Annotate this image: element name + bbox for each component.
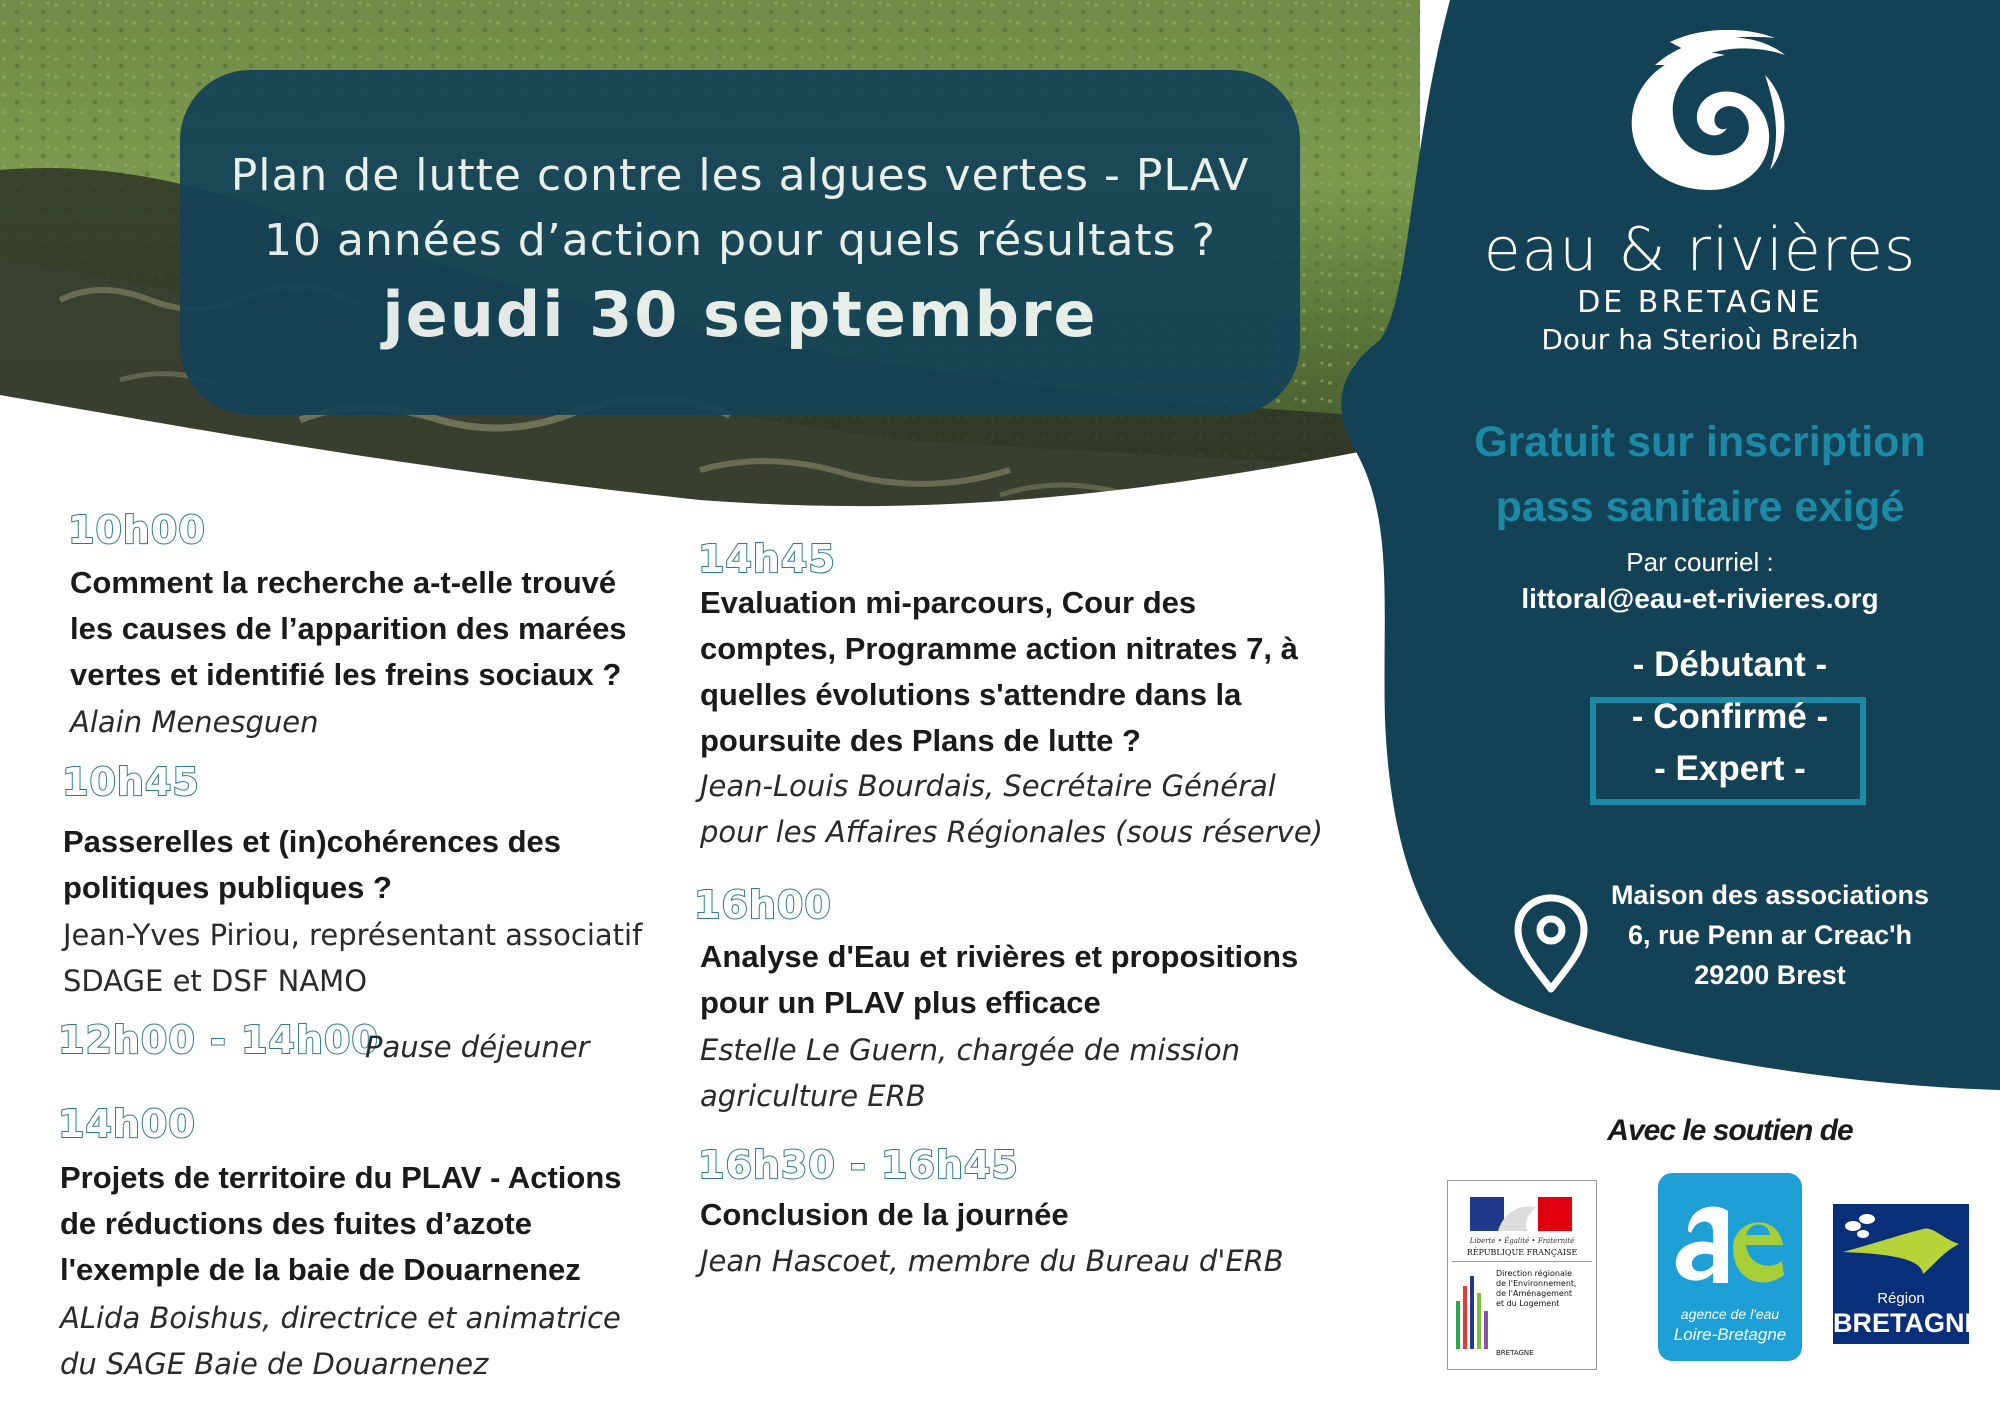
- venue-name: Maison des associations: [1610, 880, 1930, 910]
- brand-subname: DE BRETAGNE: [1577, 285, 1823, 320]
- session-2-time: 10h45: [62, 760, 200, 804]
- session-4-speaker: Jean-Louis Bourdais, Secrétaire Général pour les Affaires Régionales (sous réserve): [700, 769, 1323, 849]
- contact-label: Par courriel :: [1626, 547, 1774, 577]
- event-subtitle: 10 années d’action pour quels résultats ?: [264, 215, 1216, 266]
- venue-city: 29200 Brest: [1694, 960, 1846, 990]
- dreal-line-2: de l'Environnement,: [1496, 1279, 1577, 1288]
- lunch-time: 12h00 - 14h00: [58, 1018, 379, 1062]
- title-box: [180, 70, 1300, 415]
- session-2-speaker: Jean-Yves Piriou, représentant associatif SDAGE et DSF NAMO: [63, 918, 643, 998]
- level-beginner: - Débutant -: [1632, 645, 1828, 684]
- sponsors-heading: Avec le soutien de: [1607, 1114, 1853, 1147]
- venue-street: 6, rue Penn ar Creac'h: [1627, 920, 1913, 950]
- session-1-speaker: Alain Menesguen: [70, 705, 319, 739]
- session-5-title: Analyse d'Eau et rivières et propositions pour un PLAV plus efficace: [700, 939, 1299, 1020]
- session-4-title: Evaluation mi-parcours, Cour des comptes, Programme action nitrates 7, à quelles évolutions s'attendre dans la poursuite des Plans de lutte ?: [700, 585, 1298, 758]
- agence-line-2: Loire-Bretagne: [1673, 1325, 1787, 1344]
- region-line-2: BRETAGNE: [1833, 1308, 1983, 1338]
- dreal-line-4: et du Logement: [1496, 1299, 1560, 1308]
- prefecture-logo: [1447, 1180, 1597, 1370]
- contact-email[interactable]: littoral@eau-et-rivieres.org: [1521, 583, 1879, 614]
- session-6-speaker: Jean Hascoet, membre du Bureau d'ERB: [700, 1244, 1284, 1278]
- session-1-title: Comment la recherche a-t-elle trouvé les causes de l’apparition des marées vertes et identifié les freins sociaux ?: [70, 565, 627, 692]
- dreal-line-1: Direction régionale: [1496, 1269, 1573, 1278]
- session-4-time: 14h45: [698, 537, 836, 581]
- region-bretagne-logo: [1833, 1204, 1983, 1344]
- registration-free: Gratuit sur inscription: [1474, 418, 1926, 466]
- session-2-title: Passerelles et (in)cohérences des politiques publiques ?: [63, 824, 561, 905]
- level-expert: - Expert -: [1654, 749, 1806, 788]
- registration-pass: pass sanitaire exigé: [1495, 483, 1905, 531]
- prefecture-country: RÉPUBLIQUE FRANÇAISE: [1466, 1248, 1578, 1257]
- session-6-time: 16h30 - 16h45: [698, 1143, 1019, 1187]
- level-confirmed: - Confirmé -: [1631, 697, 1829, 736]
- prefecture-motto: Liberté • Égalité • Fraternité: [1469, 1237, 1575, 1245]
- agence-eau-logo: [1658, 1173, 1802, 1361]
- wave-logo-icon: [1615, 30, 1790, 200]
- lunch-label: Pause déjeuner: [365, 1030, 590, 1064]
- agence-line-1: agence de l'eau: [1680, 1306, 1780, 1322]
- brand-tagline: Dour ha Sterioù Breizh: [1541, 323, 1859, 356]
- session-5-speaker: Estelle Le Guern, chargée de mission agriculture ERB: [700, 1033, 1240, 1113]
- dreal-region: BRETAGNE: [1496, 1349, 1534, 1357]
- map-pin-icon: [1512, 893, 1590, 993]
- session-3-time: 14h00: [58, 1102, 196, 1146]
- session-1-time: 10h00: [68, 508, 206, 552]
- event-date: jeudi 30 septembre: [382, 278, 1098, 351]
- session-3-title: Projets de territoire du PLAV - Actions de réductions des fuites d’azote l'exemple de la baie de Douarnenez: [60, 1160, 622, 1287]
- brand-name: eau & rivières: [1483, 215, 1917, 285]
- event-title: Plan de lutte contre les algues vertes - PLAV: [230, 150, 1250, 201]
- session-6-title: Conclusion de la journée: [700, 1197, 1069, 1232]
- region-line-1: Région: [1877, 1290, 1925, 1307]
- session-3-speaker: ALida Boishus, directrice et animatrice du SAGE Baie de Douarnenez: [60, 1301, 621, 1381]
- dreal-line-3: de l'Aménagement: [1496, 1289, 1573, 1298]
- session-5-time: 16h00: [694, 883, 832, 927]
